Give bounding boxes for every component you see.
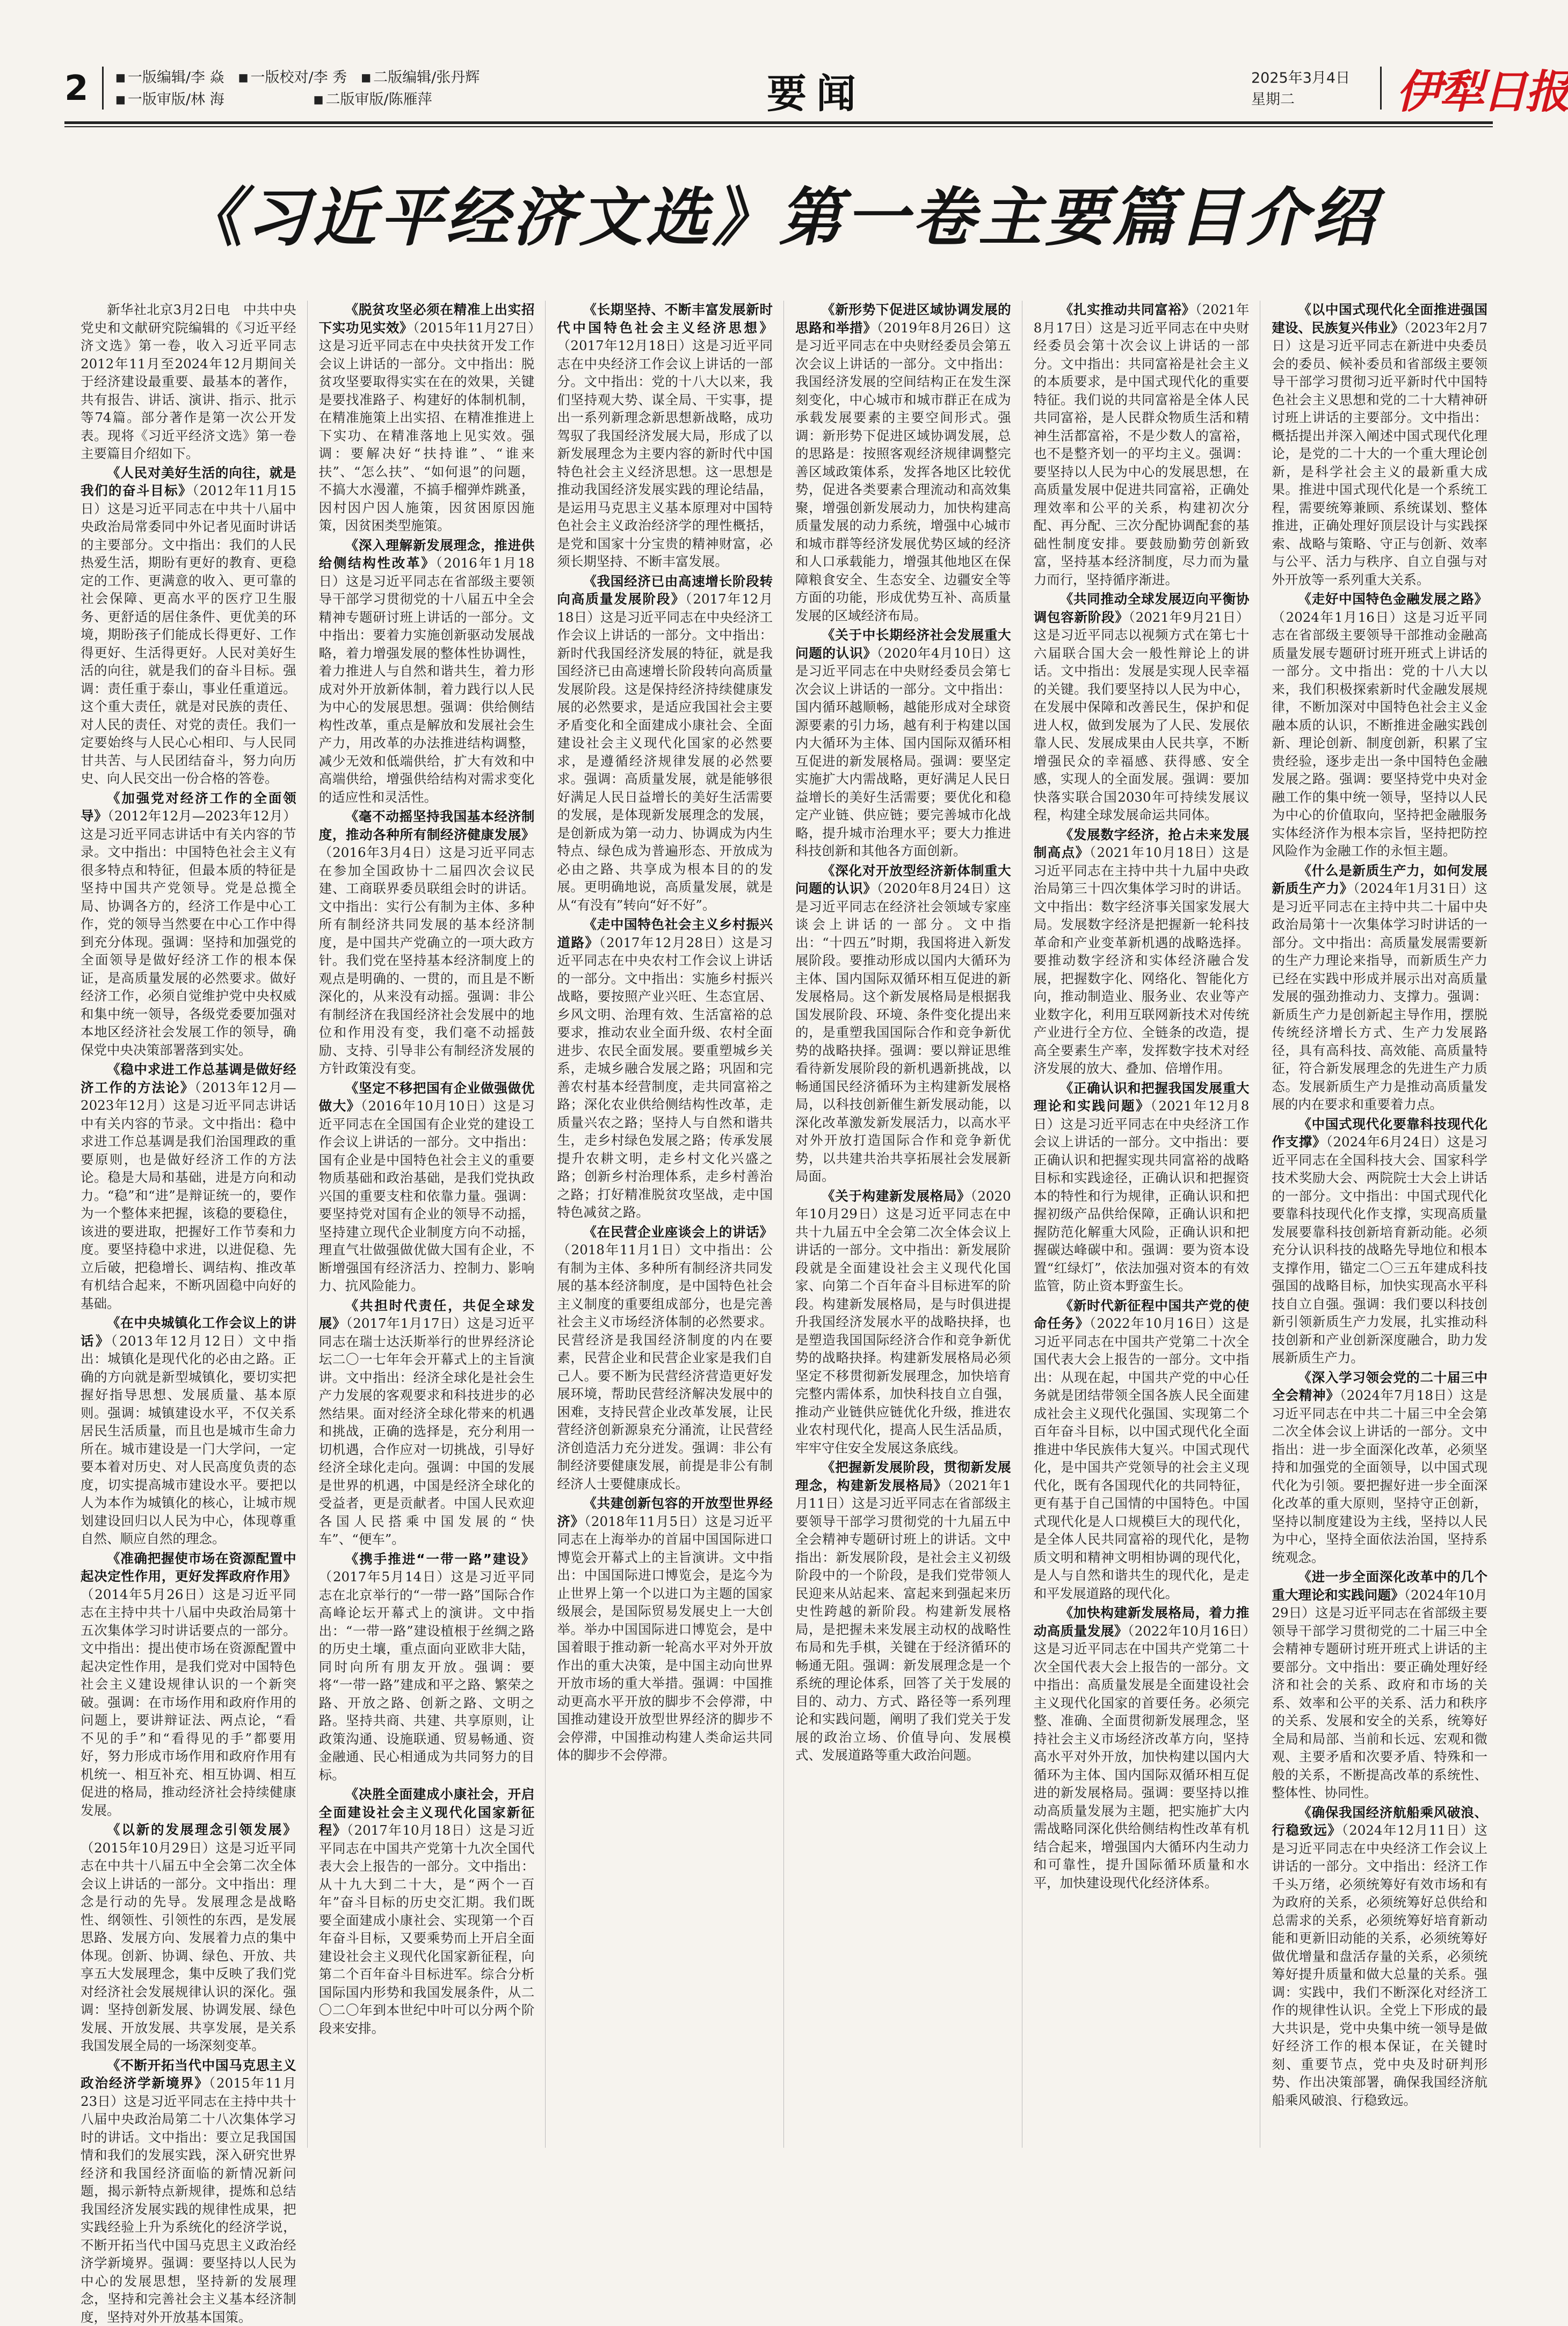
article-entry (319, 1297, 535, 1549)
article-entry (81, 1821, 296, 2055)
entry-description: （2017年12月18日）这是习近平同志在中央经济工作会议上讲话的一部分。文中指出：新时代我国经济发展的特征，就是我国经济已由高速增长阶段转向高质量发展阶段。这是保持经济持续健康发展的必然要求，是适应我国社会主要矛盾变化和全面建成小康社会、全面建设社会主义现代化国家的必然要求，是遵循经济规律发展的必然要求。强调：高质量发展，就是能够很好满足人民日益增长的美好生活需要的发展，是体现新发展理念的发展，是创新成为第一动力、协调成为内生特点、绿色成为普遍形态、开放成为必由之路、共享成为根本目的的发展。更明确地说，高质量发展，就是从“有没有”转向“好不好”。 (557, 591, 773, 913)
entry-title: 《决胜全面建成小康社会，开启全面建设社会主义现代化国家新征程》 (319, 1786, 535, 1838)
editor-row-1 (115, 67, 493, 89)
article-entry (795, 1187, 1011, 1457)
entry-description: （2024年1月16日）这是习近平同志在省部级主要领导干部推动金融高质量发展专题研讨班开班式上讲话的一部分。文中指出：党的十八大以来，我们积极探索新时代金融发展规律，不断加深对中国特色社会主义金融本质的认识，不断推进金融实践创新、理论创新、制度创新，积累了宝贵经验，逐步走出一条中国特色金融发展之路。强调：要坚持党中央对金融工作的集中统一领导，坚持以人民为中心的价值取向，坚持把金融服务实体经济作为根本宗旨，坚持把防控风险作为金融工作的永恒主题。 (1272, 609, 1487, 859)
entry-title: 《深入理解新发展理念，推进供给侧结构性改革》 (319, 537, 535, 571)
entry-description: （2019年8月26日）这是习近平同志在中央财经委员会第五次会议上讲话的一部分。文中指出：我国经济发展的空间结构正在发生深刻变化，中心城市和城市群正在成为承载发展要素的主要空间形式。强调：新形势下促进区域协调发展，总的思路是：按照客观经济规律调整完善区域政策体系，发挥各地区比较优势，促进各类要素合理流动和高效集聚，增强创新发展动力，加快构建高质量发展的动力系统，增强中心城市和城市群等经济发展优势区域的经济和人口承载能力，增强其他地区在保障粮食安全、生态安全、边疆安全等方面的功能，形成优势互补、高质量发展的区域经济布局。 (795, 320, 1011, 623)
entry-title: 《稳中求进工作总基调是做好经济工作的方法论》 (81, 1062, 296, 1095)
article-entry (81, 2056, 296, 2326)
entry-title: 《新时代新征程中国共产党的使命任务》 (1034, 1298, 1250, 1332)
entry-title: 《中国式现代化要靠科技现代化作支撑》 (1272, 1116, 1487, 1150)
entry-description: （2023年2月7日）这是习近平同志在新进中央委员会的委员、候补委员和省部级主要领导干部学习贯彻习近平新时代中国特色社会主义思想和党的二十大精神研讨班上讲话的主要部分。文中指出：概括提出并深入阐述中国式现代化理论，是党的二十大的一个重大理论创新，是科学社会主义的最新重大成果。推进中国式现代化是一个系统工程，需要统筹兼顾、系统谋划、整体推进，正确处理好顶层设计与实践探索、战略与策略、守正与创新、效率与公平、活力与秩序、自立自强与对外开放等一系列重大关系。 (1272, 320, 1487, 587)
divider (102, 67, 104, 110)
article-entry (1272, 862, 1487, 1114)
entry-title: 《新形势下促进区域协调发展的思路和举措》 (795, 302, 1011, 336)
article-entry (81, 789, 296, 1059)
article-entry (795, 862, 1011, 1186)
entry-title: 《关于中长期经济社会发展重大问题的认识》 (795, 627, 1011, 661)
entry-description: （2020年4月10日）这是习近平同志在中央财经委员会第七次会议上讲话的一部分。文中指出：国内循环越顺畅，越能形成对全球资源要素的引力场，越有利于构建以国内大循环为主体、国内国际双循环相互促进的新发展格局。强调：要坚定实施扩大内需战略，更好满足人民日益增长的美好生活需要；要优化和稳定产业链、供应链；要完善城市化战略，提升城市治理水平；要大力推进科技创新和其他各方面创新。 (795, 645, 1011, 859)
article-entry (1034, 590, 1250, 824)
text-column (1272, 301, 1487, 2148)
article-entry (557, 301, 773, 571)
entry-description: （2024年7月18日）这是习近平同志在中共二十届三中全会第二次全体会议上讲话的一部分。文中指出：进一步全面深化改革，必须坚持和加强党的全面领导，以中国式现代化为引领。要把握好进一步全面深化改革的重大原则，坚持守正创新，坚持以制度建设为主线，坚持以人民为中心，坚持全面依法治国，坚持系统观念。 (1272, 1387, 1487, 1565)
entry-title: 《以新的发展理念引领发展》 (107, 1822, 296, 1837)
entry-description: （2022年10月16日）这是习近平同志在中国共产党第二十次全国代表大会上报告的一部分。文中指出：从现在起，中国共产党的中心任务就是团结带领全国各族人民全面建成社会主义现代化强国、实现第二个百年奋斗目标，以中国式现代化全面推进中华民族伟大复兴。中国式现代化，是中国共产党领导的社会主义现代化，既有各国现代化的共同特征，更有基于自己国情的中国特色。中国式现代化是人口规模巨大的现代化，是全体人民共同富裕的现代化，是物质文明和精神文明相协调的现代化，是人与自然和谐共生的现代化，是走和平发展道路的现代化。 (1034, 1315, 1250, 1601)
article-entry (557, 1223, 773, 1493)
entry-description: （2016年1月18日）这是习近平同志在省部级主要领导干部学习贯彻党的十八届五中全会精神专题研讨班上讲话的一部分。文中指出：要着力实施创新驱动发展战略，着力增强发展的整体性协调性，着力推进人与自然和谐共生，着力形成对外开放新体制，着力践行以人民为中心的发展思想。强调：供给侧结构性改革，重点是解放和发展社会生产力，用改革的办法推进结构调整，减少无效和低端供给，扩大有效和中高端供给，增强供给结构对需求变化的适应性和灵活性。 (319, 555, 535, 805)
entry-description: （2013年12月12日）文中指出：城镇化是现代化的必由之路。正确的方向就是新型城镇化，要切实把握好指导思想、发展质量、基本原则。强调：城镇建设水平，不仅关系居民生活质量，而且也是城市生命力所在。城市建设是一门大学问，一定要本着对历史、对人民高度负责的态度，切实提高城市建设水平。要把以人为本作为城镇化的核心，让城市规划建设回归以人民为中心，体现尊重自然、顺应自然的理念。 (81, 1333, 296, 1547)
editor-row-2 (115, 89, 493, 111)
entry-description: （2013年12月—2023年12月）这是习近平同志讲话中有关内容的节录。文中指出：稳中求进工作总基调是我们治国理政的重要原则，也是做好经济工作的方法论。稳是大局和基础，进是方向和动力。“稳”和“进”是辩证统一的，要作为一个整体来把握，该稳的要稳住，该进的要进取，把握好工作节奏和力度。要坚持稳中求进，以进促稳、先立后破，把稳增长、调结构、推改革有机结合起来，不断巩固稳中向好的基础。 (81, 1080, 296, 1311)
weekday: 星期二 (1251, 89, 1350, 111)
entry-title: 《携手推进“一带一路”建设》 (345, 1551, 535, 1567)
entry-description: （2021年1月11日）这是习近平同志在省部级主要领导干部学习贯彻党的十九届五中全会精神专题研讨班上的讲话。文中指出：新发展阶段，是社会主义初级阶段中的一个阶段，是我们党带领人民迎来从站起来、富起来到强起来历史性跨越的新阶段。构建新发展格局，是把握未来发展主动权的战略性布局和先手棋，关键在于经济循环的畅通无阻。强调：新发展理念是一个系统的理论体系，回答了关于发展的目的、动力、方式、路径等一系列理论和实践问题，阐明了我们党关于发展的政治立场、价值导向、发展模式、发展道路等重大政治问题。 (795, 1478, 1011, 1763)
entry-title: 《人民对美好生活的向往，就是我们的奋斗目标》 (81, 465, 296, 499)
article-entry (1272, 1115, 1487, 1367)
entry-description: （2016年10月10日）这是习近平同志在全国国有企业党的建设工作会议上讲话的一部分。文中指出：国有企业是中国特色社会主义的重要物质基础和政治基础，是我们党执政兴国的重要支柱和依靠力量。强调：要坚持党对国有企业的领导不动摇，坚持建立现代企业制度方向不动摇，理直气壮做强做优做大国有企业，不断增强国有经济活力、控制力、影响力、抗风险能力。 (319, 1098, 535, 1293)
article-entry (319, 1550, 535, 1784)
editor-credit: ■ 一版审版/林 海 (115, 91, 224, 108)
entry-title: 《什么是新质生产力，如何发展新质生产力》 (1272, 863, 1487, 897)
entry-description: （2012年11月15日）这是习近平同志在中共十八届中央政治局常委同中外记者见面时讲话的主要部分。文中指出：我们的人民热爱生活，期盼有更好的教育、更稳定的工作、更满意的收入、更可靠的社会保障、更高水平的医疗卫生服务、更舒适的居住条件、更优美的环境，期盼孩子们能成长得更好、工作得更好、生活得更好。人民对美好生活的向往，就是我们的奋斗目标。强调：责任重于泰山，事业任重道远。这个重大责任，就是对民族的责任、对人民的责任、对党的责任。我们一定要始终与人民心心相印、与人民同甘共苦、与人民团结奋斗，努力向历史、向人民交出一份合格的答卷。 (81, 483, 296, 786)
entry-title: 《加快构建新发展格局，着力推动高质量发展》 (1034, 1605, 1250, 1639)
entry-description: （2018年11月1日）文中指出：公有制为主体、多种所有制经济共同发展的基本经济制度，是中国特色社会主义制度的重要组成部分，也是完善社会主义市场经济体制的必然要求。民营经济是我国经济制度的内在要素，民营企业和民营企业家是我们自己人。要不断为民营经济营造更好发展环境，帮助民营经济解决发展中的困难，支持民营企业改革发展，让民营经济创新源泉充分涌流，让民营经济创造活力充分迸发。强调：非公有制经济要健康发展，前提是非公有制经济人士要健康成长。 (557, 1242, 773, 1492)
article-entry (1034, 1297, 1250, 1603)
entry-description: （2020年10月29日）这是习近平同志在中共十九届五中全会第二次全体会议上讲话的一部分。文中指出：新发展阶段就是全面建设社会主义现代化国家、向第二个百年奋斗目标进军的阶段。构建新发展格局，是与时俱进提升我国经济发展水平的战略抉择，也是塑造我国国际经济合作和竞争新优势的战略抉择。构建新发展格局必须坚定不移贯彻新发展理念，加快培育完整内需体系，加快科技自立自强，推动产业链供应链优化升级，推进农业农村现代化，提高人民生活品质，牢牢守住安全发展这条底线。 (795, 1188, 1011, 1456)
entry-description: （2024年1月31日）这是习近平同志在主持中共二十届中央政治局第十一次集体学习时讲话的一部分。文中指出：高质量发展需要新的生产力理论来指导，而新质生产力已经在实践中形成并展示出对高质量发展的强劲推动力、支撑力。强调：新质生产力是创新起主导作用，摆脱传统经济增长方式、生产力发展路径，具有高科技、高效能、高质量特征，符合新发展理念的先进生产力质态。发展新质生产力是推动高质量发展的内在要求和重要着力点。 (1272, 881, 1487, 1112)
entry-title: 《我国经济已由高速增长阶段转向高质量发展阶段》 (557, 573, 773, 607)
article-entry (81, 1550, 296, 1820)
article-entry (557, 915, 773, 1222)
entry-title: 《在民营企业座谈会上的讲话》 (583, 1224, 773, 1240)
entry-title: 《深化对开放型经济新体制重大问题的认识》 (795, 863, 1011, 897)
editor-credits (115, 67, 493, 111)
entry-description: （2015年11月23日）这是习近平同志在主持中共十八届中央政治局第二十八次集体学习时的讲话。文中指出：要立足我国国情和我们的发展实践，深入研究世界经济和我国经济面临的新情况新问题，揭示新特点新规律，提炼和总结我国经济发展实践的规律性成果，把实践经验上升为系统化的经济学说，不断开拓当代中国马克思主义政治经济学新境界。强调：要坚持以人民为中心的发展思想，坚持新的发展理念，坚持和完善社会主义基本经济制度，坚持对外开放基本国策。 (81, 2075, 296, 2325)
entry-description: （2020年8月24日）这是习近平同志在经济社会领域专家座谈会上讲话的一部分。文中指出：“十四五”时期，我国将进入新发展阶段。要推动形成以国内大循环为主体、国内国际双循环相互促进的新发展格局。这个新发展格局是根据我国发展阶段、环境、条件变化提出来的，是重塑我国国际合作和竞争新优势的战略抉择。强调：要以辩证思维看待新发展阶段的新机遇新挑战，以畅通国民经济循环为主构建新发展格局，以科技创新催生新发展动能，以深化改革激发新发展活力，以高水平对外开放打造国际合作和竞争新优势，以共建共治共享拓展社会发展新局面。 (795, 881, 1011, 1184)
newspaper-logo: 伊犁日报 (1396, 56, 1504, 115)
article-entry (1034, 826, 1250, 1078)
entry-description: （2021年9月21日）这是习近平同志以视频方式在第七十六届联合国大会一般性辩论上的讲话。文中指出：发展是实现人民幸福的关键。我们要坚持以人民为中心，在发展中保障和改善民生，保护和促进人权，做到发展为了人民、发展依靠人民、发展成果由人民共享，不断增强民众的幸福感、获得感、安全感，实现人的全面发展。强调：要加快落实联合国2030年可持续发展议程，构建全球发展命运共同体。 (1034, 609, 1250, 823)
entry-title: 《走好中国特色金融发展之路》 (1298, 591, 1487, 607)
entry-title: 《在中央城镇化工作会议上的讲话》 (81, 1315, 296, 1349)
entry-description: （2022年10月16日）这是习近平同志在中国共产党第二十次全国代表大会上报告的一部分。文中指出：高质量发展是全面建设社会主义现代化国家的首要任务。必须完整、准确、全面贯彻新发展理念，坚持社会主义市场经济改革方向，坚持高水平对外开放，加快构建以国内大循环为主体、国内国际双循环相互促进的新发展格局。强调：要坚持以推动高质量发展为主题，把实施扩大内需战略同深化供给侧结构性改革有机结合起来，增强国内大循环内生动力和可靠性，提升国际循环质量和水平，加快建设现代化经济体系。 (1034, 1623, 1250, 1891)
divider (1380, 67, 1382, 110)
entry-title: 《深入学习领会党的二十届三中全会精神》 (1272, 1370, 1487, 1404)
article-body (81, 301, 1487, 2153)
text-column (319, 301, 535, 2148)
page-number: 2 (64, 69, 89, 108)
article-entry (81, 1060, 296, 1312)
article-entry (81, 1314, 296, 1548)
issue-date (1251, 68, 1350, 111)
entry-title: 《把握新发展阶段，贯彻新发展理念，构建新发展格局》 (795, 1459, 1011, 1493)
headline: 《习近平经济文选》第一卷主要篇目介绍 (64, 177, 1493, 258)
text-column (557, 301, 773, 2148)
article-entry (1034, 1079, 1250, 1295)
article-entry (1272, 1804, 1487, 2110)
article-entry (319, 301, 535, 535)
entry-title: 《准确把握使市场在资源配置中起决定性作用，更好发挥政府作用》 (81, 1551, 296, 1584)
article-entry (557, 572, 773, 914)
entry-description: （2017年12月18日）这是习近平同志在中央经济工作会议上讲话的一部分。文中指出：党的十八大以来，我们坚持观大势、谋全局、干实事，提出一系列新理念新思想新战略，成功驾驭了我国经济发展大局，形成了以新发展理念为主要内容的新时代中国特色社会主义经济思想。这一思想是推动我国经济发展实践的理论结晶，是运用马克思主义基本原理对中国特色社会主义政治经济学的理性概括，是党和国家十分宝贵的精神财富，必须长期坚持、不断丰富发展。 (557, 338, 773, 569)
entry-description: （2015年10月29日）这是习近平同志在中共十八届五中全会第二次全体会议上讲话的一部分。文中指出：理念是行动的先导。发展理念是战略性、纲领性、引领性的东西，是发展思路、发展方向、发展着力点的集中体现。创新、协调、绿色、开放、共享五大发展理念，集中反映了我们党对经济社会发展规律认识的深化。强调：坚持创新发展、协调发展、绿色发展、开放发展、共享发展，是关系我国发展全局的一场深刻变革。 (81, 1840, 296, 2054)
article-entry (319, 808, 535, 1078)
date: 2025年3月4日 (1251, 68, 1350, 89)
entry-description: （2017年10月18日）这是习近平同志在中国共产党第十九次全国代表大会上报告的一部分。文中指出：从十九大到二十大，是“两个一百年”奋斗目标的历史交汇期。我们既要全面建成小康社会、实现第一个百年奋斗目标，又要乘势而上开启全面建设社会主义现代化国家新征程，向第二个百年奋斗目标进军。综合分析国际国内形势和我国发展条件，从二〇二〇年到本世纪中叶可以分两个阶段来安排。 (319, 1822, 535, 2036)
entry-description: （2021年8月17日）这是习近平同志在中央财经委员会第十次会议上讲话的一部分。文中指出：共同富裕是社会主义的本质要求，是中国式现代化的重要特征。我们说的共同富裕是全体人民共同富裕，是人民群众物质生活和精神生活都富裕，不是少数人的富裕，也不是整齐划一的平均主义。强调：要坚持以人民为中心的发展思想，在高质量发展中促进共同富裕，正确处理效率和公平的关系，构建初次分配、再分配、三次分配协调配套的基础性制度安排。要鼓励勤劳创新致富，坚持基本经济制度，尽力而为量力而行，坚持循序渐进。 (1034, 302, 1250, 587)
article-entry (319, 536, 535, 806)
entry-title: 《以中国式现代化全面推进强国建设、民族复兴伟业》 (1272, 302, 1487, 336)
entry-title: 《关于构建新发展格局》 (822, 1188, 970, 1204)
entry-description: （2014年5月26日）这是习近平同志在主持中共十八届中央政治局第十五次集体学习时讲话要点的一部分。文中指出：提出使市场在资源配置中起决定性作用，是我们党对中国特色社会主义建设规律认识的一个新突破。强调：在市场作用和政府作用的问题上，要讲辩证法、两点论，“看不见的手”和“看得见的手”都要用好，努力形成市场作用和政府作用有机统一、相互补充、相互协调、相互促进的格局，推动经济社会持续健康发展。 (81, 1587, 296, 1818)
editor-credit: ■ 二版审版/陈雁萍 (314, 91, 432, 108)
entry-description: （2024年12月11日）这是习近平同志在中央经济工作会议上讲话的一部分。文中指出：经济工作千头万绪，必须统筹好有效市场和有为政府的关系，必须统筹好总供给和总需求的关系，必须统筹好培育新动能和更新旧动能的关系，必须统筹好做优增量和盘活存量的关系，必须统筹好提升质量和做大总量的关系。强调：实践中，我们不断深化对经济工作的规律性认识。全党上下形成的最大共识是，党中央集中统一领导是做好经济工作的根本保证，在关键时刻、重要节点，党中央及时研判形势、作出决策部署，确保我国经济航船乘风破浪、行稳致远。 (1272, 1822, 1487, 2108)
entry-description: （2021年12月8日）这是习近平同志在中央经济工作会议上讲话的一部分。文中指出：要正确认识和把握实现共同富裕的战略目标和实践途径，正确认识和把握资本的特性和行为规律，正确认识和把握初级产品供给保障，正确认识和把握防范化解重大风险，正确认识和把握碳达峰碳中和。强调：要为资本设置“红绿灯”，依法加强对资本的有效监管，防止资本野蛮生长。 (1034, 1098, 1250, 1293)
text-column (1034, 301, 1250, 2148)
article-entry (1272, 1369, 1487, 1567)
entry-description: （2016年3月4日）这是习近平同志在参加全国政协十二届四次会议民建、工商联界委员联组会时的讲话。文中指出：实行公有制为主体、多种所有制经济共同发展的基本经济制度，是中国共产党确立的一项大政方针。我们党在坚持基本经济制度上的观点是明确的、一贯的，而且是不断深化的，从来没有动摇。强调：非公有制经济在我国经济社会发展中的地位和作用没有变，我们毫不动摇鼓励、支持、引导非公有制经济发展的方针政策没有变。 (319, 845, 535, 1076)
article-entry (795, 301, 1011, 624)
entry-title: 《确保我国经济航船乘风破浪、行稳致远》 (1272, 1805, 1487, 1838)
entry-description: （2012年12月—2023年12月）这是习近平同志讲话中有关内容的节录。文中指出：中国特色社会主义有很多特点和特征，但最本质的特征是坚持中国共产党领导。党是总揽全局、协调各方的，经济工作是中心工作，党的领导当然要在中心工作中得到充分体现。强调：坚持和加强党的全面领导是做好经济工作的根本保证，是高质量发展的必然要求。做好经济工作，必须自觉维护党中央权威和集中统一领导，各级党委要加强对本地区经济社会发展工作的领导，确保党中央决策部署落到实处。 (81, 808, 296, 1058)
entry-title: 《进一步全面深化改革中的几个重大理论和实践问题》 (1272, 1569, 1487, 1603)
article-entry (319, 1785, 535, 2037)
editor-credit: ■ 一版编辑/李 焱 (115, 69, 224, 86)
masthead (64, 59, 1493, 118)
entry-description: （2017年12月28日）这是习近平同志在中央农村工作会议上讲话的一部分。文中指出：实施乡村振兴战略，要按照产业兴旺、生态宜居、乡风文明、治理有效、生活富裕的总要求，推动农业全面升级、农村全面进步、农民全面发展。要重塑城乡关系，走城乡融合发展之路；巩固和完善农村基本经营制度，走共同富裕之路；深化农业供给侧结构性改革，走质量兴农之路；坚持人与自然和谐共生，走乡村绿色发展之路；传承发展提升农耕文明，走乡村文化兴盛之路；创新乡村治理体系，走乡村善治之路；打好精准脱贫攻坚战，走中国特色减贫之路。 (557, 935, 773, 1220)
article-entry (795, 626, 1011, 860)
entry-title: 《共担时代责任，共促全球发展》 (319, 1298, 535, 1332)
entry-description: （2017年5月14日）这是习近平同志在北京举行的“一带一路”国际合作高峰论坛开幕式上的演讲。文中指出：“一带一路”建设植根于丝绸之路的历史土壤，重点面向亚欧非大陆，同时向所有朋友开放。强调：要将“一带一路”建成和平之路、繁荣之路、开放之路、创新之路、文明之路。坚持共商、共建、共享原则，让政策沟通、设施联通、贸易畅通、资金融通、民心相通成为共同努力的目标。 (319, 1569, 535, 1783)
header-rule (64, 126, 1493, 127)
article-entry (557, 1494, 773, 1764)
entry-description: （2018年11月5日）这是习近平同志在上海举办的首届中国国际进口博览会开幕式上的主旨演讲。文中指出：中国国际进口博览会，是迄今为止世界上第一个以进口为主题的国家级展会，是国际贸易发展史上一大创举。举办中国国际进口博览会，是中国着眼于推动新一轮高水平对外开放作出的重大决策，是中国主动向世界开放市场的重大举措。强调：中国推动更高水平开放的脚步不会停滞，中国推动建设开放型世界经济的脚步不会停滞，中国推动构建人类命运共同体的脚步不会停滞。 (557, 1514, 773, 1763)
header-rule (64, 121, 1493, 124)
entry-title: 《正确认识和把握我国发展重大理论和实践问题》 (1034, 1080, 1250, 1114)
article-entry (1272, 590, 1487, 860)
entry-description: （2017年1月17日）这是习近平同志在瑞士达沃斯举行的世界经济论坛二〇一七年年会开幕式上的主旨演讲。文中指出：经济全球化是社会生产力发展的客观要求和科技进步的必然结果。面对经济全球化带来的机遇和挑战，正确的选择是，充分利用一切机遇，合作应对一切挑战，引导好经济全球化走向。强调：中国的发展是世界的机遇，中国是经济全球化的受益者，更是贡献者。中国人民欢迎各国人民搭乘中国发展的“快车”、“便车”。 (319, 1315, 535, 1547)
article-entry (319, 1079, 535, 1295)
entry-title: 《毫不动摇坚持我国基本经济制度，推动各种所有制经济健康发展》 (319, 809, 535, 842)
article-entry (81, 464, 296, 788)
article-entry (795, 1458, 1011, 1764)
entry-title: 《共同推动全球发展迈向平衡协调包容新阶段》 (1034, 591, 1250, 625)
text-column (795, 301, 1011, 2148)
entry-title: 《扎实推动共同富裕》 (1060, 302, 1195, 317)
entry-title: 《不断开拓当代中国马克思主义政治经济学新境界》 (81, 2058, 296, 2091)
entry-description: （2021年10月18日）这是习近平同志在主持中共十九届中央政治局第三十四次集体学习时的讲话。文中指出：数字经济事关国家发展大局。发展数字经济是把握新一轮科技革命和产业变革新机遇的战略选择。要推动数字经济和实体经济融合发展，把握数字化、网络化、智能化方向，推动制造业、服务业、农业等产业数字化，利用互联网新技术对传统产业进行全方位、全链条的改造，提高全要素生产率，发挥数字技术对经济发展的放大、叠加、倍增作用。 (1034, 845, 1250, 1076)
entry-title: 《加强党对经济工作的全面领导》 (81, 790, 296, 824)
entry-title: 《脱贫攻坚必须在精准上出实招下实功见实效》 (319, 302, 535, 336)
entry-description: （2015年11月27日）这是习近平同志在中央扶贫开发工作会议上讲话的一部分。文中指出：脱贫攻坚要取得实实在在的效果，关键是要找准路子、构建好的体制机制，在精准施策上出实招、在精准推进上下实功、在精准落地上见实效。强调：要解决好“扶持谁”、“谁来扶”、“怎么扶”、“如何退”的问题，不搞大水漫灌，不搞手榴弹炸跳蚤，因村因户因人施策，因贫困原因施策，因贫困类型施策。 (319, 320, 535, 534)
lead-paragraph: 新华社北京3月2日电 中共中央党史和文献研究院编辑的《习近平经济文选》第一卷，收入习近平同志2012年11月至2024年12月期间关于经济建设最重要、最基本的著作，共有报告、讲话、演讲、指示、批示等74篇。部分著作是第一次公开发表。现将《习近平经济文选》第一卷主要篇目介绍如下。 (81, 301, 296, 463)
entry-title: 《长期坚持、不断丰富发展新时代中国特色社会主义经济思想》 (557, 302, 773, 336)
entry-title: 《坚定不移把国有企业做强做优做大》 (319, 1080, 535, 1114)
entry-description: （2024年6月24日）这是习近平同志在全国科技大会、国家科学技术奖励大会、两院院士大会上讲话的一部分。文中指出：中国式现代化要靠科技现代化作支撑，实现高质量发展要靠科技创新培育新动能。必须充分认识科技的战略先导地位和根本支撑作用，锚定二〇三五年建成科技强国的战略目标，加快实现高水平科技自立自强。强调：我们要以科技创新引领新质生产力发展，扎实推动科技创新和产业创新深度融合，助力发展新质生产力。 (1272, 1134, 1487, 1365)
entry-title: 《发展数字经济，抢占未来发展制高点》 (1034, 827, 1250, 861)
article-entry (1034, 301, 1250, 588)
text-column (81, 301, 296, 2148)
editor-credit: ■ 一版校对/李 秀 (238, 69, 347, 86)
article-entry (1272, 1568, 1487, 1802)
editor-credit: ■ 二版编辑/张丹辉 (361, 69, 480, 86)
entry-description: （2024年10月29日）这是习近平同志在省部级主要领导干部学习贯彻党的二十届三中全会精神专题研讨班开班式上讲话的主要部分。文中指出：要正确处理好经济和社会的关系、政府和市场的关系、效率和公平的关系、活力和秩序的关系、发展和安全的关系，统筹好全局和局部、当前和长远、宏观和微观、主要矛盾和次要矛盾、特殊和一般的关系，不断提高改革的系统性、整体性、协同性。 (1272, 1587, 1487, 1801)
section-title: 要闻 (757, 62, 875, 119)
entry-title: 《走中国特色社会主义乡村振兴道路》 (557, 917, 773, 950)
article-entry (1272, 301, 1487, 588)
entry-title: 《共建创新包容的开放型世界经济》 (557, 1495, 773, 1529)
article-entry (1034, 1604, 1250, 1892)
